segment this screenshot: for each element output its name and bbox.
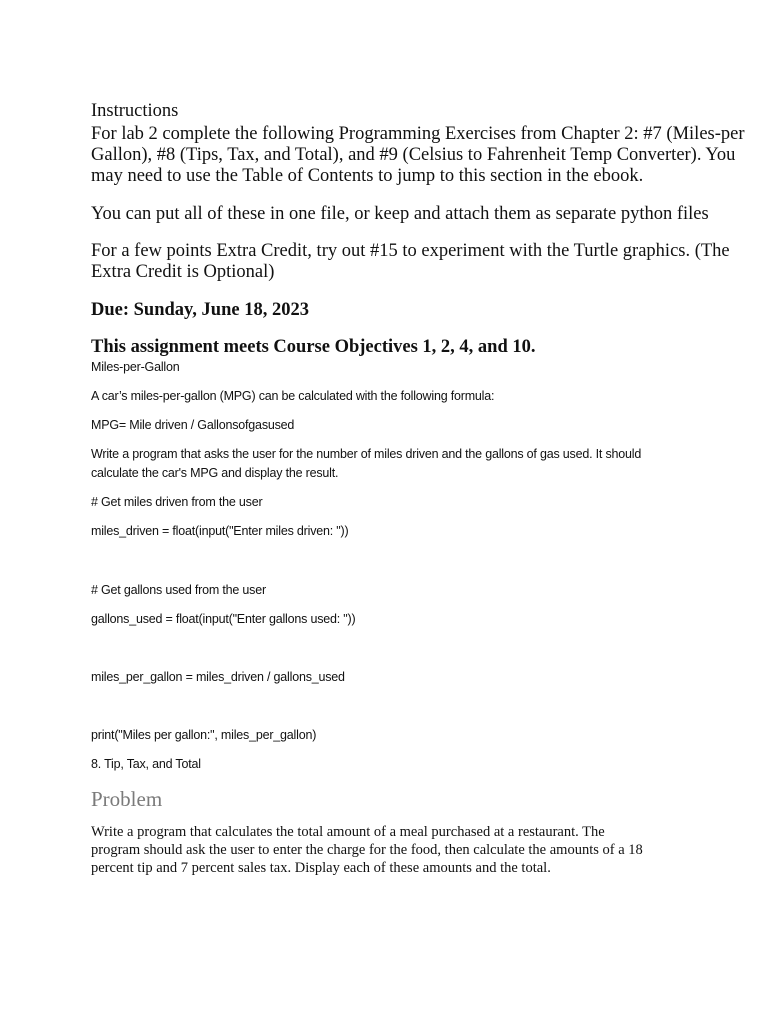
due-date: Due: Sunday, June 18, 2023 [91, 300, 309, 320]
code-line: miles_per_gallon = miles_driven / gallons_used [91, 670, 345, 684]
exercise-intro: A car’s miles-per-gallon (MPG) can be calculated with the following formula: [91, 389, 495, 403]
problem-text [91, 823, 643, 877]
text-line: For a few points Extra Credit, try out #15 to experiment with the Turtle graphics. (The [91, 241, 730, 261]
exercise-title: 8. Tip, Tax, and Total [91, 757, 201, 771]
course-objectives: This assignment meets Course Objectives 1, 2, 4, and 10. [91, 337, 536, 357]
code-line: print("Miles per gallon:", miles_per_gallon) [91, 728, 317, 742]
code-line: gallons_used = float(input("Enter gallons used: ")) [91, 612, 356, 626]
exercise-title: Miles-per-Gallon [91, 360, 180, 374]
text-line: percent tip and 7 percent sales tax. Display each of these amounts and the total. [91, 860, 551, 876]
text-line: Extra Credit is Optional) [91, 262, 275, 282]
text-line: calculate the car's MPG and display the result. [91, 466, 339, 480]
text-line: For lab 2 complete the following Programming Exercises from Chapter 2: #7 (Miles-per [91, 124, 745, 144]
text-line: may need to use the Table of Contents to jump to this section in the ebook. [91, 166, 644, 186]
single-file-note: You can put all of these in one file, or keep and attach them as separate python files [91, 204, 709, 224]
text-line: Write a program that calculates the total amount of a meal purchased at a restaurant. The [91, 824, 605, 840]
document-page [91, 0, 768, 1024]
problem-heading: Problem [91, 787, 163, 811]
extra-credit-note [91, 241, 730, 283]
mpg-formula: MPG= Mile driven / Gallonsofgasused [91, 418, 295, 432]
exercise-task [91, 445, 641, 483]
text-line: Gallon), #8 (Tips, Tax, and Total), and #9 (Celsius to Fahrenheit Temp Converter). You [91, 145, 736, 165]
text-line: program should ask the user to enter the charge for the food, then calculate the amounts of a 18 [91, 842, 643, 858]
instructions-paragraph [91, 124, 745, 187]
instructions-heading: Instructions [91, 101, 179, 121]
code-comment: # Get gallons used from the user [91, 583, 266, 597]
code-comment: # Get miles driven from the user [91, 495, 263, 509]
text-line: Write a program that asks the user for the number of miles driven and the gallons of gas used. It should [91, 447, 642, 461]
code-line: miles_driven = float(input("Enter miles driven: ")) [91, 524, 349, 538]
